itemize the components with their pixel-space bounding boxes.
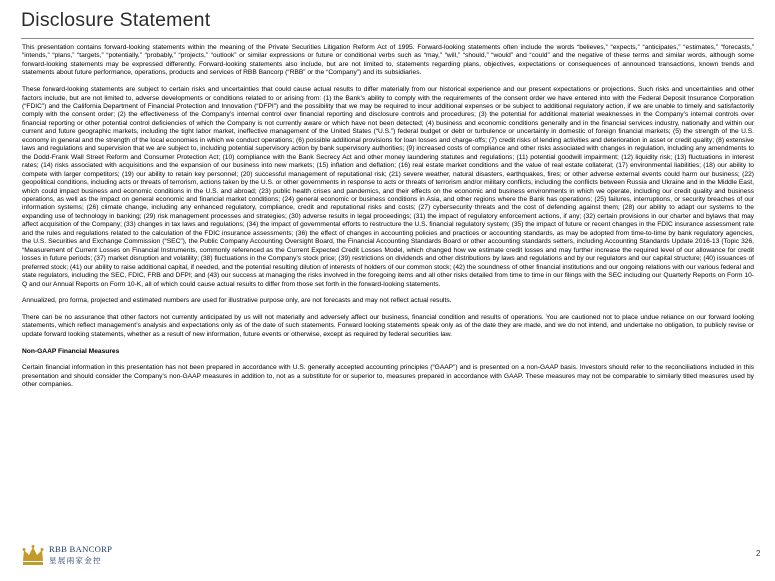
intro-paragraph: This presentation contains forward-looking statements within the meaning of the Private Securities Litigation Reform Act of 1995. Forward-looking statements often include the words “believes,” “expects,” “anticipates,” “estimates,” “forecasts,” “intends,” “plans,” “targets,” “potentially,” “probably,” “projects,” “outlook” or similar expressions or future or conditional verbs such as “may,” “will,” “should,” “would” and “could” and the negative of these terms and similar words, although some forward-looking statements may be expressed differently. Forward-looking statements also include, but are not limited to, statements regarding plans, objectives, expectations or consequences of announced transactions, known trends and statements about future performance, operations, products and services of RBB Bancorp (“RBB” or the “Company”) and its subsidiaries. — [22, 44, 754, 77]
title-divider — [21, 38, 754, 39]
disclosure-body — [22, 44, 754, 398]
no-assurance-paragraph: There can be no assurance that other factors not currently anticipated by us will not materially and adversely affect our business, financial condition and results of operations. You are cautioned not to place undue reliance on our forward looking statements, which reflect management’s analysis and expectations only as of the date of such statements. Forward looking statements speak only as of the date they are made, and we do not intend, and undertake no obligation, to publicly revise or update forward looking statements, whether as a result of new information, future events or otherwise, except as required by federal securities law. — [22, 314, 754, 338]
illustrative-numbers-paragraph: Annualized, pro forma, projected and estimated numbers are used for illustrative purpose only, are not forecasts and may not reflect actual results. — [22, 297, 452, 305]
logo-chinese-name: 星展兩家金控 — [49, 556, 102, 565]
page-title: Disclosure Statement — [21, 9, 211, 31]
risk-factors-paragraph: These forward-looking statements are subject to certain risks and uncertainties that could cause actual results to differ materially from our historical experience and our present expectations or projections. Such risks and uncertainties and other factors include, but are not limited to, adverse developments or conditions related to or arising from: (1) the Bank’s ability to comply with the requirements of the consent order we have entered into with the Federal Deposit Insurance Corporation (“FDIC”) and the California Department of Financial Protection and Innovation (“DFPI”) and the possibility that we may be required to incur additional expenses or be subject to additional regulatory action, if we are unable to timely and satisfactorily comply with the consent order; (2) the effectiveness of the Company’s internal control over financial reporting and disclosure controls and procedures; (3) the potential for additional material weaknesses in the Company’s internal controls over financial reporting or other potential control deficiencies of which the Company is not currently aware or which have not been detected; (4) business and economic conditions generally and in the financial services industry, nationally and within our current and future geographic markets, including the tight labor market, ineffective management of the United States (“U.S.”) federal budget or debt or turbulence or uncertainly in domestic of foreign financial markets; (5) the strength of the U.S. economy in general and the strength of the local economies in which we conduct operations; (6) possible additional provisions for loan losses and charge-offs; (7) credit risks of lending activities and deterioration in asset or credit quality; (8) extensive laws and regulations and supervision that we are subject to, including potential supervisory action by bank supervisory authorities; (9) increased costs of compliance and other risks associated with changes in regulation, including any amendments to the Dodd-Frank Wall Street Reform and Consumer Protection Act; (10) compliance with the Bank Secrecy Act and other money laundering statutes and regulations; (11) potential goodwill impairment; (12) liquidity risk; (13) fluctuations in interest rates; (14) risks associated with acquisitions and the expansion of our business into new markets; (15) inflation and deflation; (16) real estate market conditions and the value of real estate collateral; (17) environmental liabilities; (18) our ability to compete with larger competitors; (19) our ability to retain key personnel; (20) successful management of reputational risk; (21) severe weather, natural disasters, earthquakes, fires; or other adverse external events could harm our business; (22) geopolitical conditions, including acts or threats of terrorism, actions taken by the U.S. or other governments in response to acts or threats of terrorism and/or military conflicts, including the conflicts between Russia and Ukraine and in the Middle East, which could impact business and economic conditions in the U.S. and abroad; (23) public health crises and pandemics, and their effects on the economic and business environments in which we operate, including our credit quality and business operations, as well as the impact on general economic and financial market conditions; (24) general economic or business conditions in Asia, and other regions where the Bank has operations; (25) failures, interruptions, or security breaches of our information systems; (26) climate change, including any enhanced regulatory, compliance, credit and reputational risks and costs; (27) cybersecurity threats and the cost of defending against them; (28) our ability to adapt our systems to the expanding use of technology in banking; (29) risk management processes and strategies; (30) adverse results in legal proceedings; (31) the impact of regulatory enforcement actions, if any; (32) certain provisions in our charter and bylaws that may affect acquisition of the Company; (33) changes in tax laws and regulations; (34) the impact of governmental efforts to restructure the U.S. financial regulatory system; (35) the impact of future or recent changes in the FDIC insurance assessment rate and the rules and regulations related to the calculation of the FDIC insurance assessments; (36) the effect of changes in accounting policies and practices or accounting standards, as may be adopted from time-to-time by bank regulatory agencies, the U.S. Securities and Exchange Commission (“SEC”), the Public Company Accounting Oversight Board, the Financial Accounting Standards Board or other accounting standards setters, including Accounting Standards Update 2016-13 (Topic 326, “Measurement of Current Losses on Financial Instruments, commonly referenced as the Current Expected Credit Losses Model, which changed how we estimate credit losses and may further increase the required level of our allowance for credit losses in future periods; (37) market disruption and volatility; (38) fluctuations in the Company’s stock price; (39) restrictions on dividends and other distributions by laws and regulations and by our regulators and our capital structure; (40) issuances of preferred stock; (41) our ability to raise additional capital, if needed, and the potential resulting dilution of interests of holders of our common stock; (42) the soundness of other financial institutions and our ongoing relations with our various federal and state regulators, including the SEC, FDIC, FRB and DFPI; and (43) our success at managing the risks involved in the foregoing items and all other risks detailed from time to time in our filings with the SEC including our Quarterly Reports on Form 10-Q and our Annual Reports on Form 10-K, all of which could cause actual results to differ from those set forth in the forward-looking statements. — [22, 86, 754, 288]
crown-icon — [20, 543, 46, 569]
page-number: 2 — [756, 549, 761, 558]
company-logo — [20, 542, 130, 572]
logo-company-name: RBB BANCORP — [49, 544, 113, 554]
non-gaap-paragraph: Certain financial information in this presentation has not been prepared in accordance with U.S. generally accepted accounting principles (“GAAP”) and is presented on a non-GAAP basis. Investors should refer to the reconciliations included in this presentation and should consider the Company’s non-GAAP measures in addition to, not as a substitute for or superior to, measures prepared in accordance with GAAP. These measures may not be comparable to similarly titled measures used by other companies. — [22, 364, 754, 389]
non-gaap-heading: Non-GAAP Financial Measures — [22, 347, 120, 355]
